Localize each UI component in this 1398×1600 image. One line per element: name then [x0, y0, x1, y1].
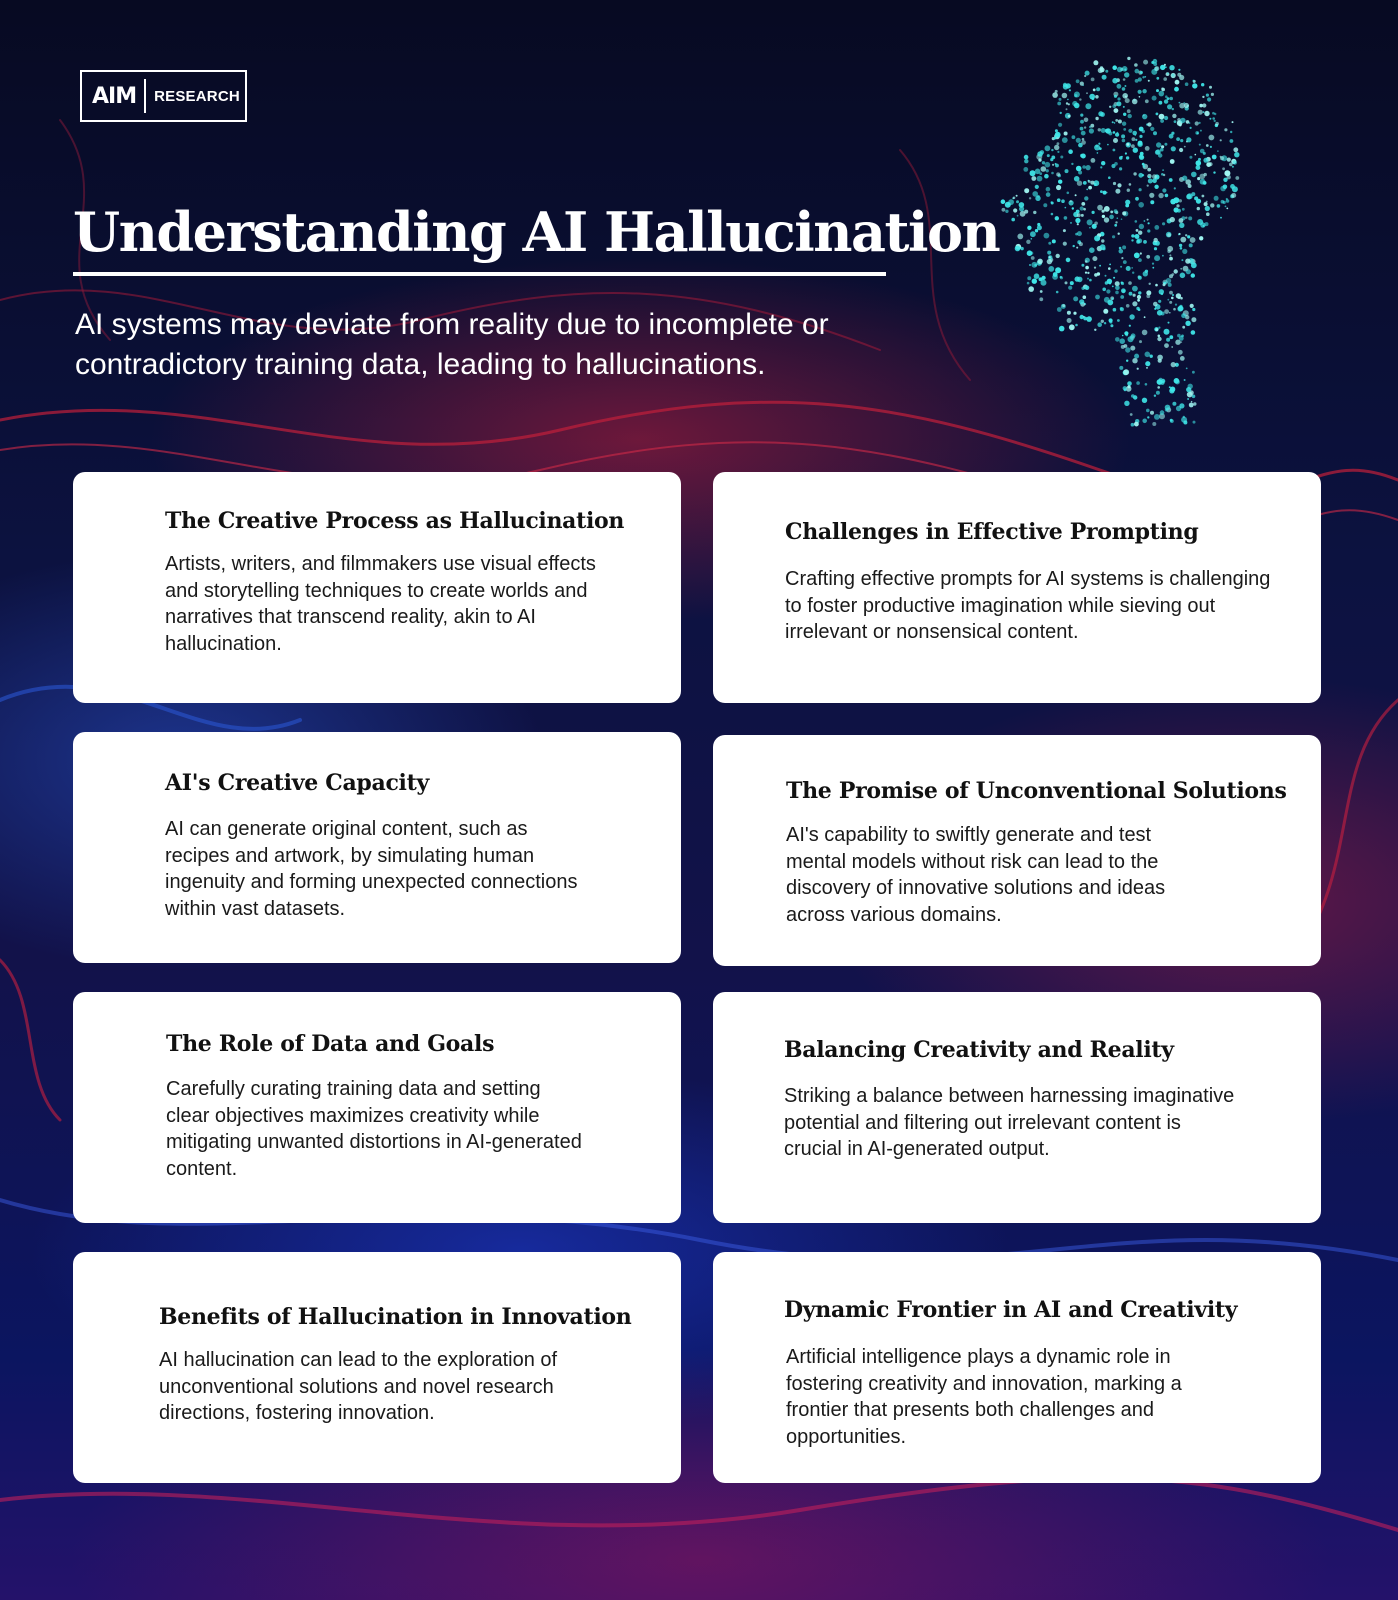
card-title: Challenges in Effective Prompting [785, 519, 1199, 545]
card-creativity-reality [713, 992, 1321, 1223]
aim-research-logo [80, 70, 247, 122]
card-title: Balancing Creativity and Reality [784, 1037, 1174, 1063]
card-body: Artificial intelligence plays a dynamic role in fostering creativity and innovation, marking a frontier that presents both challenges and opportunities. [786, 1346, 1182, 1448]
card-body: AI hallucination can lead to the exploration of unconventional solutions and novel research directions, fostering innovation. [159, 1349, 558, 1424]
card-title: The Promise of Unconventional Solutions [786, 778, 1287, 804]
title-underline [73, 272, 886, 276]
card-data-and-goals [73, 992, 681, 1223]
card-creative-process [73, 472, 681, 703]
card-hallucination-benefits [73, 1252, 681, 1483]
card-body: Artists, writers, and filmmakers use visual effects and storytelling techniques to create worlds and narratives that transcend reality, akin to AI hallucination. [165, 553, 596, 655]
dotted-head-illustration [985, 40, 1265, 430]
page-title: Understanding AI Hallucination [73, 200, 1000, 264]
page-subtitle: AI systems may deviate from reality due to incomplete or contradictory training data, leading to hallucinations. [75, 308, 829, 381]
logo-brand: AIM [92, 83, 137, 109]
card-title: The Role of Data and Goals [166, 1031, 495, 1057]
card-title: Benefits of Hallucination in Innovation [159, 1304, 632, 1330]
card-title: AI's Creative Capacity [165, 770, 429, 796]
card-title: The Creative Process as Hallucination [165, 508, 625, 534]
card-effective-prompting [713, 472, 1321, 703]
card-creative-capacity [73, 732, 681, 963]
card-body: AI can generate original content, such as recipes and artwork, by simulating human ingenuity and forming unexpected connections within vast datasets. [165, 818, 578, 920]
card-body: Crafting effective prompts for AI systems is challenging to foster productive imagination while sieving out irrelevant or nonsensical content. [785, 568, 1271, 643]
card-dynamic-frontier [713, 1252, 1321, 1483]
card-body: Striking a balance between harnessing imaginative potential and filtering out irrelevant content is crucial in AI-generated output. [784, 1085, 1235, 1160]
card-title: Dynamic Frontier in AI and Creativity [784, 1297, 1238, 1323]
card-body: Carefully curating training data and setting clear objectives maximizes creativity while mitigating unwanted distortions in AI-generated content. [166, 1078, 582, 1180]
logo-subtext: RESEARCH [154, 87, 240, 105]
card-unconventional-solutions [713, 735, 1321, 966]
card-body: AI's capability to swiftly generate and test mental models without risk can lead to the discovery of innovative solutions and ideas across various domains. [786, 824, 1166, 926]
